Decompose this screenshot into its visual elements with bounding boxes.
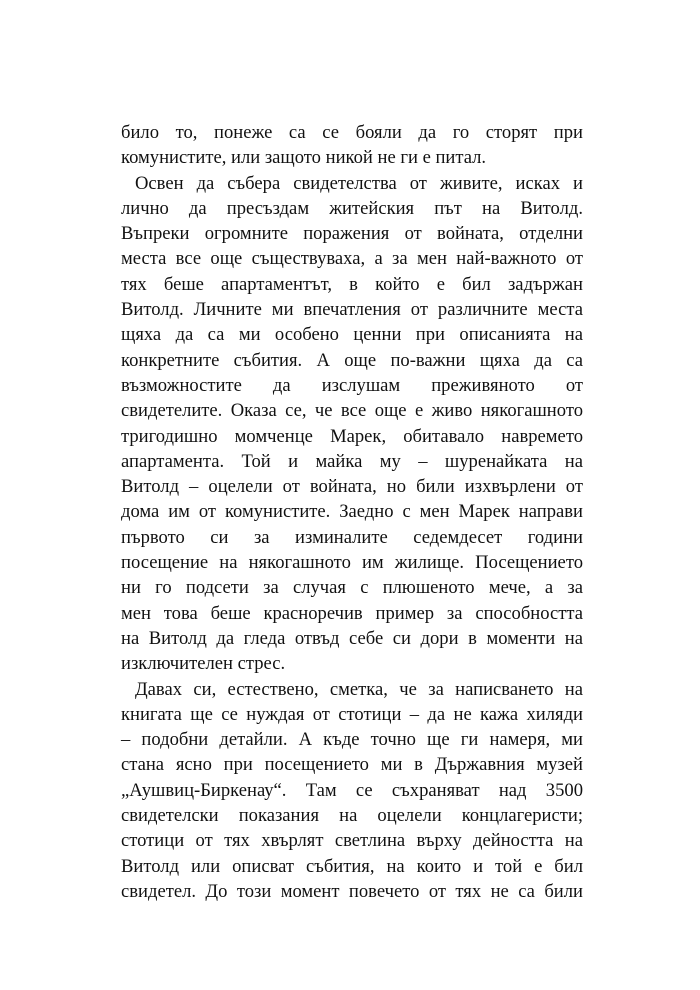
text-line: стана ясно при посещението ми в Държавния музей (121, 754, 583, 776)
text-line: места все още съществуваха, а за мен най-важното от (121, 248, 583, 270)
text-line: свидетелите. Оказа се, че все още е живо някогашното (121, 400, 583, 422)
text-line: първото си за изминалите седемдесет години (121, 526, 583, 548)
text-line: ни го подсети за случая с плюшеното мече, а за (121, 577, 583, 599)
text-line: Въпреки огромните поражения от войната, отделни (121, 223, 583, 245)
paragraph-1 (121, 120, 583, 171)
text-line: изключителен стрес. (121, 653, 286, 675)
text-line: Витолд. Личните ми впечатления от различните места (121, 299, 583, 321)
text-line: Витолд – оцелели от войната, но били изхвърлени от (121, 476, 583, 498)
text-line: конкретните събития. А още по-важни щяха да са (121, 349, 583, 371)
text-line: посещение на някогашното им жилище. Посещението (121, 552, 583, 574)
text-line: комунистите, или защото никой не ги е питал. (121, 147, 487, 169)
text-line: стотици от тях хвърлят светлина върху дейността на (121, 830, 583, 852)
text-line: лично да пресъздам житейския път на Витолд. (121, 197, 583, 219)
text-line: било то, понеже са се бояли да го сторят при (121, 122, 583, 143)
text-line: свидетелски показания на оцелели концлагеристи; (121, 805, 583, 827)
text-line: дома им от комунистите. Заедно с мен Марек направи (121, 501, 583, 523)
paragraph-2 (121, 171, 583, 677)
text-line: мен това беше красноречив пример за способността (121, 602, 583, 624)
text-line: тригодишно момченце Марек, обитавало навремето (121, 425, 583, 447)
paragraph-3 (121, 677, 583, 905)
text-line: – подобни детайли. А къде точно ще ги намеря, ми (121, 729, 583, 751)
text-line: възможностите да изслушам преживяното от (121, 374, 583, 396)
text-line: Давах си, естествено, сметка, че за написването на (135, 678, 583, 700)
text-line: книгата ще се нуждая от стотици – да не кажа хиляди (121, 703, 583, 725)
text-line: на Витолд да гледа отвъд себе си дори в моменти на (121, 627, 583, 649)
text-line: тях беше апартаментът, в който е бил задържан (121, 273, 583, 295)
text-line: Освен да събера свидетелства от живите, исках и (135, 172, 583, 194)
text-line: „Аушвиц-Биркенау“. Там се съхраняват над 3500 (121, 779, 583, 801)
text-line: щяха да са ми особено ценни при описанията на (121, 324, 583, 346)
page-body (121, 120, 583, 904)
text-line: апартамента. Той и майка му – шуренайката на (121, 450, 583, 472)
text-line: Витолд или описват събития, на които и той е бил (121, 855, 583, 877)
text-line: свидетел. До този момент повечето от тях не са били (121, 880, 583, 902)
